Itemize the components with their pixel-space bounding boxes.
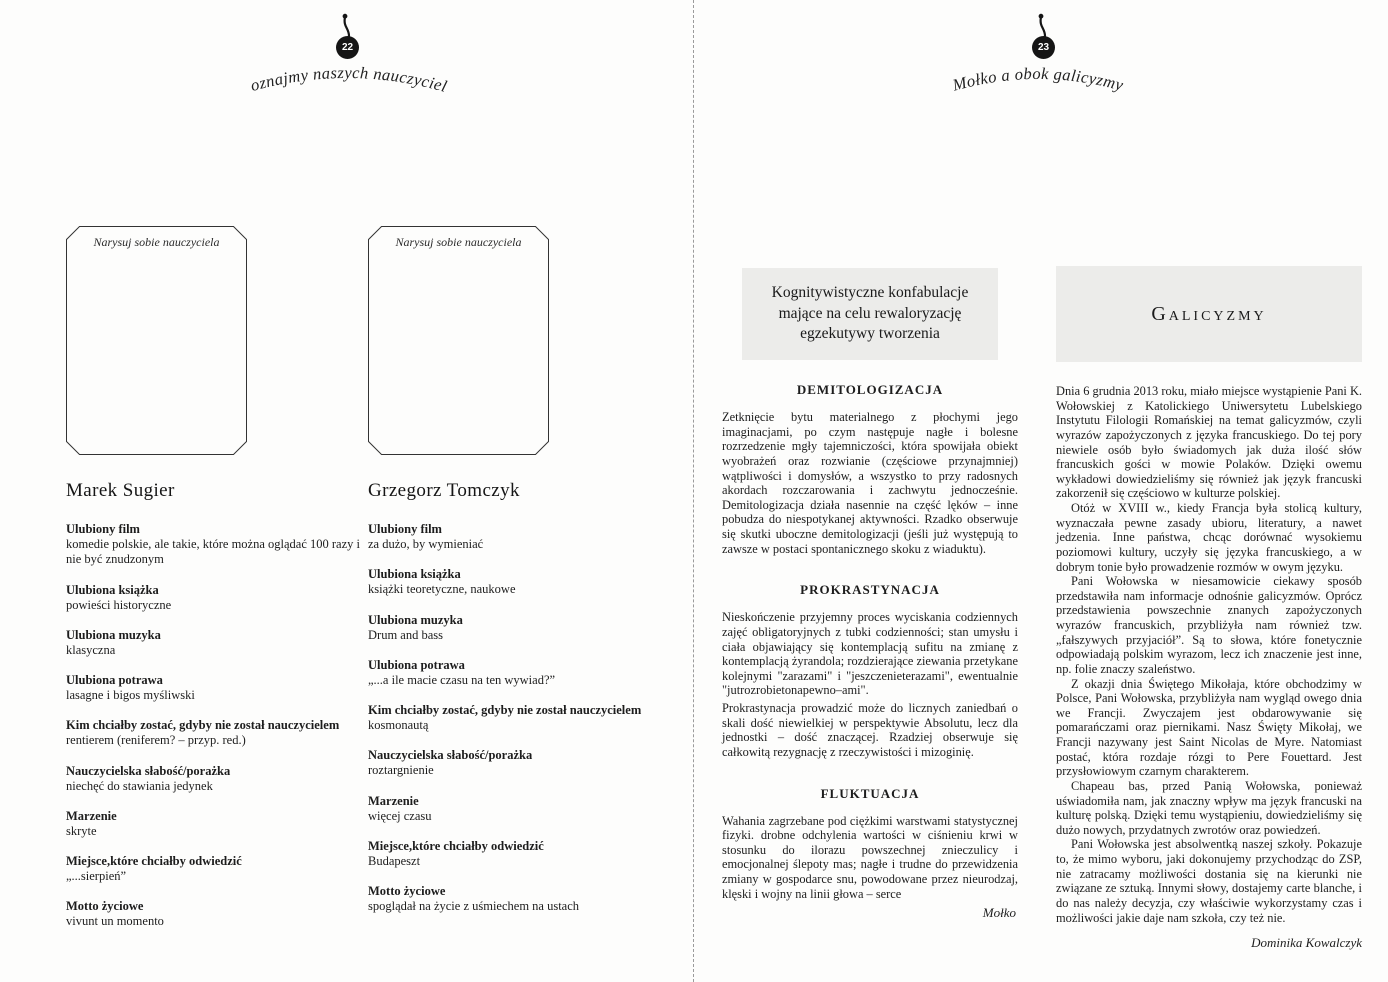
answer-text: „...sierpień” bbox=[66, 869, 127, 883]
svg-text:Mołko a obok galicyzmy bbox=[949, 64, 1125, 95]
qa-item bbox=[66, 899, 361, 929]
question-label: Ulubiona potrawa bbox=[66, 673, 163, 687]
answer-text: roztargnienie bbox=[368, 763, 434, 778]
answer-text: skryte bbox=[66, 823, 97, 838]
article-title: Galicyzmy bbox=[1151, 302, 1267, 325]
qa-item bbox=[66, 628, 361, 658]
qa-item bbox=[66, 673, 361, 703]
question-label: Ulubiony film bbox=[66, 522, 140, 536]
qa-item bbox=[66, 809, 361, 839]
body-paragraph: Otóż w XVIII w., kiedy Francja była stolicą kultury, wyznaczała pewne zasady ubioru, literatury, a nawet jedzenia. Inne państwa, chcąc dorównać wysokiemu poziomowi kultury, uczyły się języka francuskiego, a w dobrym tonie było prowadzenie rozmów w owym języku. bbox=[1056, 501, 1362, 574]
answer-text: vivunt un momento bbox=[66, 914, 164, 929]
answer-text: rentierem (reniferem? – przyp. red.) bbox=[66, 733, 246, 748]
article-title: Kognitywistyczne konfabulacje mające na celu rewaloryzację egzekutywy tworzenia bbox=[771, 283, 969, 343]
author-signature: Dominika Kowalczyk bbox=[1251, 935, 1362, 951]
qa-item bbox=[368, 522, 658, 552]
section-heading: DEMITOLOGIZACJA bbox=[796, 382, 944, 397]
answer-text: książki teoretyczne, naukowe bbox=[368, 582, 516, 597]
question-label: Kim chciałby zostać, gdyby nie został nauczycielem bbox=[66, 718, 340, 733]
question-label: Miejsce,które chciałby odwiedzić bbox=[66, 854, 242, 868]
question-label: Motto życiowe bbox=[66, 899, 144, 914]
section-heading: FLUKTUACJA bbox=[820, 785, 920, 801]
section-body bbox=[722, 610, 1018, 759]
body-paragraph: Dnia 6 grudnia 2013 roku, miało miejsce wystąpienie Pani K. Wołowskiej z Katolickiego Uniwersytetu Lubelskiego Instytutu Filologii Romańskiej na temat galicyzmów, czyli wyrazów zapożyczonych z języka francuskiego. Do tej pory niewiele osób było świadomych jak duża ilość słów francuskich gości w mowie Polaków. Dzięki owemu wykładowi dowiedzieliśmy się również jak język francuski zakorzenił się częściowo w kulturze polskiej. bbox=[1056, 384, 1362, 501]
frame-label: Narysuj sobie nauczyciela bbox=[93, 235, 220, 249]
qa-item bbox=[368, 567, 658, 597]
article-column-definitions bbox=[722, 268, 1018, 921]
teacher-name: Grzegorz Tomczyk bbox=[368, 480, 520, 501]
answer-text: klasyczna bbox=[66, 642, 116, 657]
question-label: Motto życiowe bbox=[368, 884, 446, 898]
body-paragraph: Nieskończenie przyjemny proces wyciskania codziennych zajęć obligatoryjnych z tubki codzienności; stan umysłu i ciała objawiający się kontemplacją sufitu na zmianę z kontemplacją żyrandola; rozdzierające ziewania przetykane kolejnymi "zarazami" i "jeszczenieterazami", ewentualnie "jutrozrobietonapewno–ami". bbox=[722, 610, 1018, 698]
body-paragraph: Zetknięcie bytu materialnego z płochymi jego imaginacjami, po czym następuje nagłe i bolesne rozrzedzenie mgły tajemniczości, która spowijała obiekt wyobrażeń oraz rozwianie (częściowe przynajmniej) wątpliwości i domysłów, a wszystko to przy radosnych akordach rozczarowania i zachwytu jednocześnie. Demitologizacja działa nasennie na część lęków – inne pobudza do niespotykanej aktywności. Rzadko obserwuje się skutki uboczne demitologizacji (jeśli już występują to zawsze w postaci spontanicznego skoku z wiaduktu). bbox=[722, 410, 1018, 556]
answer-text: Budapeszt bbox=[368, 853, 421, 868]
answer-text: spoglądał na życie z uśmiechem na ustach bbox=[368, 899, 580, 913]
dict-section-demitologizacja bbox=[722, 382, 1018, 556]
question-label: Ulubiona książka bbox=[368, 567, 461, 582]
answer-text: lasagne i bigos myśliwski bbox=[66, 688, 195, 702]
article-column-galicyzmy bbox=[1056, 266, 1362, 951]
frame-border bbox=[368, 226, 549, 455]
answer-text: komedie polskie, ale takie, które można oglądać 100 razy i nie być znudzonym bbox=[66, 537, 360, 567]
page23-header-text: Mołko a obok galicyzmy bbox=[950, 63, 1126, 95]
question-label: Miejsce,które chciałby odwiedzić bbox=[368, 838, 544, 853]
answer-text: Drum and bass bbox=[368, 627, 443, 642]
teacher-name: Marek Sugier bbox=[66, 480, 175, 501]
qa-item bbox=[66, 764, 361, 794]
section-heading: PROKRASTYNACJA bbox=[800, 582, 940, 598]
qa-item bbox=[368, 613, 658, 643]
author-signature: Mołko bbox=[982, 905, 1016, 921]
question-label: Nauczycielska słabość/porażka bbox=[66, 763, 231, 778]
question-label: Marzenie bbox=[66, 808, 117, 823]
answer-text: powieści historyczne bbox=[66, 597, 172, 612]
qa-item bbox=[368, 658, 658, 688]
qa-item bbox=[368, 884, 658, 914]
body-paragraph: Pani Wołowska w niesamowicie ciekawy sposób przedstawiła nam informacje odnośnie galicyzmów. Oprócz przedstawienia powszechnie znanych zapożyczonych wyrazów francuskich, przybliżyła nam również tzw. „fałszywych przyjaciół”. Są to słowa, które fonetycznie odpowiadają polskim wyrazom, lecz ich znaczenie jest inne, np. folie znaczy szaleństwo. bbox=[1056, 574, 1362, 676]
teacher-profile-2 bbox=[368, 480, 658, 929]
qa-item bbox=[66, 718, 361, 748]
question-label: Nauczycielska słabość/porażka bbox=[368, 748, 533, 763]
qa-list bbox=[368, 522, 658, 914]
qa-item bbox=[66, 854, 361, 884]
question-label: Ulubiony film bbox=[368, 522, 442, 536]
page-divider bbox=[693, 0, 694, 982]
question-label: Kim chciałby zostać, gdyby nie został nauczycielem bbox=[368, 703, 642, 717]
drawing-frame-1 bbox=[66, 226, 247, 455]
qa-item bbox=[66, 522, 361, 568]
question-label: Ulubiona muzyka bbox=[368, 612, 463, 627]
bomb-fuse-icon bbox=[1036, 13, 1054, 37]
section-body bbox=[722, 814, 1018, 902]
answer-text: „...a ile macie czasu na ten wywiad?” bbox=[368, 672, 556, 687]
article-title-box bbox=[742, 268, 998, 360]
qa-item bbox=[368, 703, 658, 733]
article-title-box bbox=[1056, 266, 1362, 362]
drawing-frame-2 bbox=[368, 226, 549, 455]
body-paragraph: Pani Wołowska jest absolwentką naszej szkoły. Pokazuje to, że mimo wyboru, jaki dokonujemy przychodząc do ZSP, nie zatracamy możliwości dostania się na kierunki nie związane ze sztuką. Innymi słowy, dostajemy carte blanche, i do nas należy decyzja, czy właściwie wykorzystamy czas i możliwości jakie daje nam szkoła, czy też nie. bbox=[1056, 837, 1362, 925]
answer-text: kosmonautą bbox=[368, 718, 429, 732]
question-label: Ulubiona potrawa bbox=[368, 657, 465, 672]
article-body bbox=[1056, 384, 1362, 925]
teacher-profile-1 bbox=[66, 480, 361, 945]
body-paragraph: Prokrastynacja prowadzić może do licznych zaniedbań o skali dość niewielkiej w perspektywie Absolutu, lecz dla jednostki – dość znaczącej. Rzadziej obserwuje się całkowitą rezygnację z rzeczywistości i mizoginię. bbox=[722, 701, 1018, 759]
body-paragraph: Wahania zagrzebane pod ciężkimi warstwami statystycznej fizyki. drobne odchylenia wartości w ciśnieniu krwi w stosunku do ilorazu powszechnej znieczulicy i emocjonalnej ślepoty mas; nagłe i trudne do przewidzenia zmiany w gospodarce snu, powodowane przez nieurodzaj, klęski i wojny na linii głowa – serce bbox=[722, 813, 1018, 901]
qa-list bbox=[66, 522, 361, 930]
page-number: 22 bbox=[341, 42, 354, 53]
body-paragraph: Chapeau bas, przed Panią Wołowska, ponieważ uświadomiła nam, jak znaczny wpływ ma język francuski na kulturę polską. Dzięki temu wystąpieniu, dowiedzieliśmy się dużo nowych, przydatnych zwrotów oraz powiedzeń. bbox=[1056, 778, 1362, 837]
page22-header-text: poznajmy naszych nauczycieli bbox=[232, 37, 450, 96]
section-body bbox=[722, 410, 1018, 556]
question-label: Marzenie bbox=[368, 793, 419, 808]
qa-item bbox=[368, 748, 658, 778]
answer-text: niechęć do stawiania jedynek bbox=[66, 778, 213, 793]
body-paragraph: Z okazji dnia Świętego Mikołaja, które obchodzimy w Polsce, Pani Wołowska, przybliżyła nam wygląd owego dnia we Francji. Zwyczajem jest obdarowywanie się pomarańczami oraz piernikami. Nasz Święty Mikołaj, we Francji nazywany jest Saint Nicolas de Myre. Natomiast postać, która rozdaje rózgi to Pere Fouettard. Jest przysłowiowym czarnym charakterem. bbox=[1056, 676, 1362, 779]
bomb-fuse-icon bbox=[340, 13, 358, 37]
dict-section-prokrastynacja bbox=[722, 582, 1018, 759]
question-label: Ulubiona książka bbox=[66, 582, 159, 597]
question-label: Ulubiona muzyka bbox=[66, 627, 161, 642]
frame-label: Narysuj sobie nauczyciela bbox=[395, 235, 522, 249]
section-header-arc bbox=[938, 52, 1138, 98]
qa-item bbox=[368, 839, 658, 869]
page-number: 23 bbox=[1037, 42, 1050, 53]
answer-text: więcej czasu bbox=[368, 808, 432, 823]
answer-text: za dużo, by wymieniać bbox=[368, 537, 484, 551]
qa-item bbox=[66, 583, 361, 613]
qa-item bbox=[368, 794, 658, 824]
dict-section-fluktuacja bbox=[722, 786, 1018, 902]
frame-border bbox=[66, 226, 247, 455]
